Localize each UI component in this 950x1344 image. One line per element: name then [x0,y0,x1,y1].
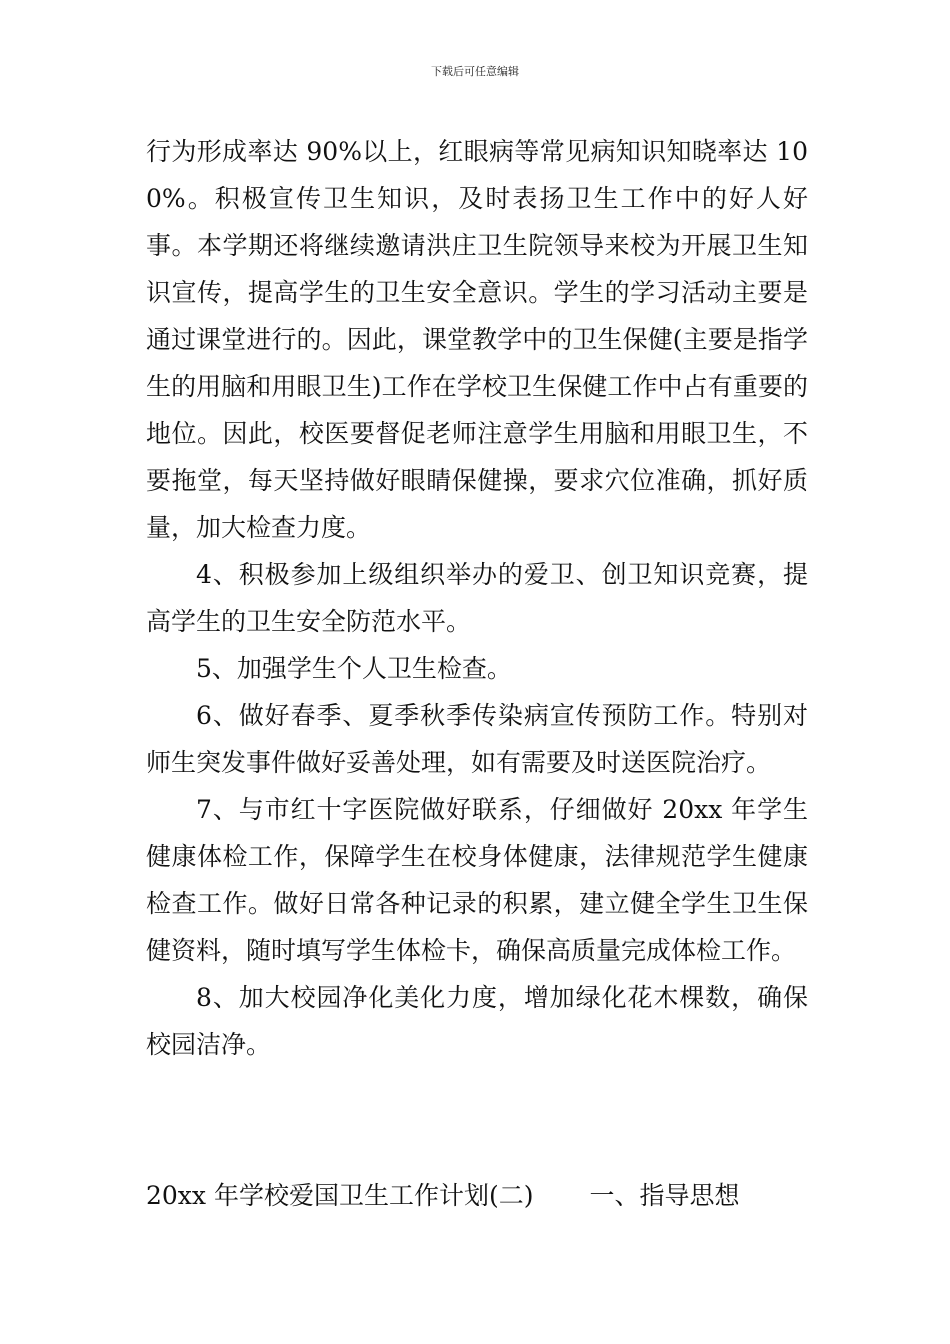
section-heading [146,1172,808,1219]
paragraph-item-8: 8、加大校园净化美化力度，增加绿化花木棵数，确保校园洁净。 [146,983,808,1059]
paragraph-item-5: 5、加强学生个人卫生检查。 [196,654,512,683]
section-subtitle: 一、指导思想 [589,1181,740,1210]
paragraph-item-7: 7、与市红十字医院做好联系，仔细做好 20xx 年学生健康体检工作，保障学生在校身体健康，法律规范学生健康检查工作。做好日常各种记录的积累，建立健全学生卫生保健资料，随时填写学生体检卡，确保高质量完成体检工作。 [146,795,808,965]
paragraph-continuation: 行为形成率达 90%以上，红眼病等常见病知识知晓率达 100%。积极宣传卫生知识，及时表扬卫生工作中的好人好事。本学期还将继续邀请洪庄卫生院领导来校为开展卫生知识宣传，提高学生的卫生安全意识。学生的学习活动主要是通过课堂进行的。因此，课堂教学中的卫生保健(主要是指学生的用脑和用眼卫生)工作在学校卫生保健工作中占有重要的地位。因此，校医要督促老师注意学生用脑和用眼卫生，不要拖堂，每天坚持做好眼睛保健操，要求穴位准确，抓好质量，加大检查力度。 [146,137,808,542]
section-title: 20xx 年学校爱国卫生工作计划(二) [146,1181,534,1210]
paragraph-item-6: 6、做好春季、夏季秋季传染病宣传预防工作。特别对师生突发事件做好妥善处理，如有需要及时送医院治疗。 [146,701,808,777]
document-body [146,128,808,1068]
page-header-note: 下载后可任意编辑 [431,65,519,78]
paragraph-item-4: 4、积极参加上级组织举办的爱卫、创卫知识竞赛，提高学生的卫生安全防范水平。 [146,560,808,636]
